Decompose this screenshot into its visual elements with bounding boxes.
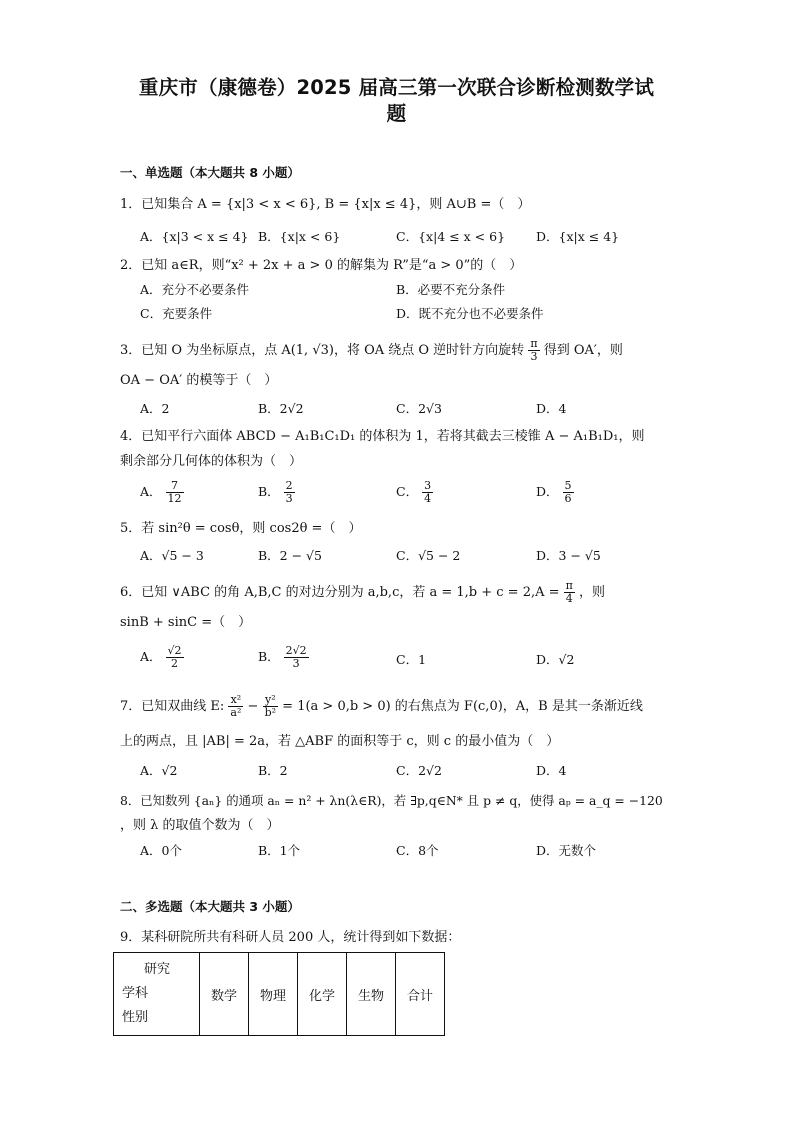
fraction-numerator: π <box>530 337 538 350</box>
table-header-physics: 物理 <box>249 953 298 1036</box>
table-header-row <box>114 953 445 1036</box>
question-3-stem-part1: 3．已知 O 为坐标原点，点 A(1, √3)，将 OA 绕点 O 逆时针方向旋转 <box>120 343 525 358</box>
option-fraction: $\frac{5}{6}$ <box>564 479 572 505</box>
question-2-option-c: C．充要条件 <box>140 306 213 321</box>
question-8-stem-line1: 8．已知数列 {aₙ} 的通项 aₙ = n² + λn(λ∈R)，若 ∃p,q∈N* 且 p ≠ q，使得 aₚ = a_q = −120 <box>120 793 663 808</box>
question-2-stem: 2．已知 a∈R，则“x² + 2x + a > 0 的解集为 R”是“a > 0”的（ ） <box>120 258 523 273</box>
question-3-option-c: C．2√3 <box>396 401 442 416</box>
question-7-option-a: A．√2 <box>140 763 178 778</box>
table-header-total: 合计 <box>396 953 445 1036</box>
question-7-option-b: B．2 <box>258 763 288 778</box>
question-7-stem-line1: 7．已知双曲线 E: $\frac{\text{x²}}{\text{a²}}$ − $\frac{\text{y²}}{\text{b²}}$ = 1(a > 0,b > 0) 的右焦点为 F(c,0)，A，B 是其一条渐近线 <box>120 693 643 719</box>
question-2-option-d: D．既不充分也不必要条件 <box>396 306 544 321</box>
corner-label-research: 研究 <box>144 962 171 977</box>
hyperbola-x-term: $\frac{\text{x²}}{\text{a²}}$ <box>230 693 242 719</box>
document-title-line1: 重庆市（康德卷）2025 届高三第一次联合诊断检测数学试 <box>138 76 655 99</box>
question-5-option-c: C．√5 − 2 <box>396 548 461 563</box>
question-4-option-d: D． $\frac{5}{6}$ <box>536 479 572 505</box>
question-1-stem: 1．已知集合 A = {x|3 < x < 6}, B = {x|x ≤ 4}，则 A∪B =（ ） <box>120 197 531 212</box>
table-corner-cell <box>114 953 200 1036</box>
question-3-option-b: B．2√2 <box>258 401 304 416</box>
question-6-stem-line1: 6．已知 ∨ABC 的角 A,B,C 的对边分别为 a,b,c，若 a = 1,b + c = 2,A = $\frac{\pi}{4}$ ，则 <box>120 579 606 605</box>
question-8-option-b: B．1个 <box>258 843 301 858</box>
question-1-option-b: B．{x|x < 6} <box>258 229 341 244</box>
question-3-stem-line2: OA − OA′ 的模等于（ ） <box>120 373 278 388</box>
question-2-option-a: A．充分不必要条件 <box>140 282 250 297</box>
option-fraction: $\frac{2}{3}$ <box>285 479 293 505</box>
question-8-option-a: A．0个 <box>140 843 182 858</box>
question-5-stem: 5．若 sin²θ = cosθ，则 cos2θ =（ ） <box>120 521 362 536</box>
question-3-stem-line1 <box>120 338 623 363</box>
question-4-option-c: C． $\frac{3}{4}$ <box>396 479 432 505</box>
question-5-option-a: A．√5 − 3 <box>140 548 204 563</box>
question-6-option-a: A． $\frac{√2}{2}$ <box>140 644 182 670</box>
fraction-denominator: 3 <box>530 350 538 363</box>
option-fraction: $\frac{3}{4}$ <box>424 479 432 505</box>
question-6-stem-line2: sinB + sinC =（ ） <box>120 615 252 630</box>
question-4-stem-line2: 剩余部分几何体的体积为（ ） <box>120 454 303 469</box>
question-9-stem: 9．某科研院所共有科研人员 200 人，统计得到如下数据： <box>120 930 461 945</box>
question-3-stem-part2: 得到 OA′，则 <box>543 343 623 358</box>
question-5-option-d: D．3 − √5 <box>536 548 601 563</box>
section-single-choice: 一、单选题（本大题共 8 小题） <box>120 165 300 180</box>
question-6-angle-fraction: $\frac{\pi}{4}$ <box>565 579 573 605</box>
option-fraction: $\frac{2√2}{3}$ <box>285 644 307 670</box>
question-8-option-d: D．无数个 <box>536 843 597 858</box>
question-6-option-c: C．1 <box>396 652 427 667</box>
corner-label-gender: 性别 <box>122 1010 149 1025</box>
hyperbola-y-term: $\frac{\text{y²}}{\text{b²}}$ <box>264 693 277 719</box>
question-6-option-d: D．√2 <box>536 652 575 667</box>
table-header-chemistry: 化学 <box>298 953 347 1036</box>
question-8-stem-line2: ，则 λ 的取值个数为（ ） <box>120 818 280 833</box>
question-3-angle-fraction <box>528 338 539 363</box>
research-staff-table <box>113 952 445 1036</box>
question-1-option-c: C．{x|4 ≤ x < 6} <box>396 229 506 244</box>
question-7-option-d: D．4 <box>536 763 567 778</box>
question-3-option-a: A．2 <box>140 401 170 416</box>
question-2-option-b: B．必要不充分条件 <box>396 282 506 297</box>
question-5-option-b: B．2 − √5 <box>258 548 322 563</box>
question-4-stem-line1: 4．已知平行六面体 ABCD − A₁B₁C₁D₁ 的体积为 1，若将其截去三棱锥 A − A₁B₁D₁，则 <box>120 429 645 444</box>
question-3-option-d: D．4 <box>536 401 567 416</box>
section-multiple-choice: 二、多选题（本大题共 3 小题） <box>120 899 300 914</box>
question-1-option-a: A．{x|3 < x ≤ 4} <box>140 229 249 244</box>
question-4-option-b: B． $\frac{2}{3}$ <box>258 479 293 505</box>
option-fraction: $\frac{7}{12}$ <box>167 479 182 505</box>
question-7-stem-line2: 上的两点，且 |AB| = 2a，若 △ABF 的面积等于 c，则 c 的最小值为（ ） <box>120 734 560 749</box>
document-title-line2: 题 <box>386 102 407 125</box>
question-4-option-a: A． $\frac{7}{12}$ <box>140 479 182 505</box>
question-1-option-d: D．{x|x ≤ 4} <box>536 229 620 244</box>
question-6-option-b: B． $\frac{2√2}{3}$ <box>258 644 307 670</box>
question-8-option-c: C．8个 <box>396 843 439 858</box>
option-fraction: $\frac{√2}{2}$ <box>167 644 182 670</box>
table-header-biology: 生物 <box>347 953 396 1036</box>
question-7-option-c: C．2√2 <box>396 763 442 778</box>
corner-label-subject: 学科 <box>122 986 149 1001</box>
table-header-math: 数学 <box>200 953 249 1036</box>
